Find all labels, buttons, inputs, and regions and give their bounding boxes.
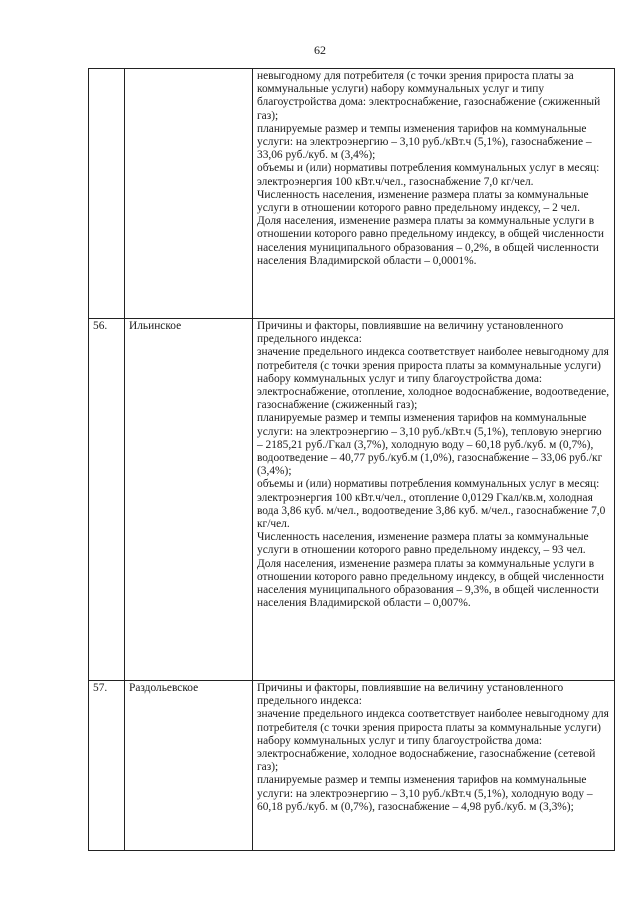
table-row — [89, 69, 615, 319]
row-number — [89, 69, 125, 319]
row-description — [253, 69, 615, 319]
municipality-name — [125, 69, 253, 319]
row-number: 57. — [89, 681, 125, 851]
paragraph: объемы и (или) нормативы потребления коммунальных услуг в месяц: электроэнергия 100 кВт.ч/чел., отопление 0,0129 Гкал/кв.м, холодная вода 3,86 куб. м/чел., водоотведение 3,86 куб. м/чел., газоснабжение 7,0 кг/чел. — [257, 478, 606, 531]
paragraph: Численность населения, изменение размера платы за коммунальные услуги в отношении которого равно предельному индексу, – 93 чел. — [257, 531, 589, 557]
table-row — [89, 681, 615, 851]
paragraph: планируемые размер и темпы изменения тарифов на коммунальные услуги: на электроэнергию – 3,10 руб./кВт.ч (5,1%), тепловую энергию – 2185,21 руб./Гкал (3,7%), холодную воду – 60,18 руб./куб. м (0,7%), водоотведение – 40,77 руб./куб.м (1,0%), газоснабжение – 33,06 руб./кг (3,4%); — [257, 412, 603, 478]
paragraph: Доля населения, изменение размера платы за коммунальные услуги в отношении которого равно предельному индексу, в общей численности населения муниципального образования – 0,2%, в общей численности населения Владимирской области – 0,0001%. — [257, 215, 604, 267]
paragraph: Причины и факторы, повлиявшие на величину установленного предельного индекса: — [257, 320, 564, 346]
row-description — [253, 681, 615, 851]
paragraph: Численность населения, изменение размера платы за коммунальные услуги в отношении которого равно предельному индексу, – 2 чел. — [257, 188, 589, 215]
paragraph: значение предельного индекса соответствует наиболее невыгодному для потребителя (с точки зрения прироста платы за коммунальные услуги) набору коммунальных услуг и типу благоустройства дома: электроснабжение, отопление, холодное водоснабжение, водоотведение, газоснабжение (сжиженный газ); — [257, 346, 610, 412]
municipality-name: Ильинское — [125, 319, 253, 681]
paragraph: объемы и (или) нормативы потребления коммунальных услуг в месяц: электроэнергия 100 кВт.ч/чел., газоснабжение 7,0 кг/чел. — [257, 162, 600, 188]
paragraph: значение предельного индекса соответствует наиболее невыгодному для потребителя (с точки зрения прироста платы за коммунальные услуги) набору коммунальных услуг и типу благоустройства дома: электроснабжение, холодное водоснабжение, газоснабжение (сетевой газ); — [257, 708, 609, 774]
table-row — [89, 319, 615, 681]
tariff-index-table — [88, 68, 615, 851]
municipality-name: Раздольевское — [125, 681, 253, 851]
page-number: 62 — [314, 43, 326, 57]
paragraph: планируемые размер и темпы изменения тарифов на коммунальные услуги: на электроэнергию – 3,10 руб./кВт.ч (5,1%), газоснабжение – 33,06 руб./куб. м (3,4%); — [257, 122, 592, 162]
paragraph: невыгодному для потребителя (с точки зрения прироста платы за коммунальные услуги) набору коммунальных услуг и типу благоустройства дома: электроснабжение, газоснабжение (сжиженный газ); — [257, 70, 601, 122]
row-number: 56. — [89, 319, 125, 681]
paragraph: Причины и факторы, повлиявшие на величину установленного предельного индекса: — [257, 682, 564, 708]
paragraph: Доля населения, изменение размера платы за коммунальные услуги в отношении которого равно предельному индексу, в общей численности населения муниципального образования – 9,3%, в общей численности населения Владимирской области – 0,007%. — [257, 557, 604, 610]
row-description — [253, 319, 615, 681]
paragraph: планируемые размер и темпы изменения тарифов на коммунальные услуги: на электроэнергию – 3,10 руб./кВт.ч (5,1%), холодную воду – 60,18 руб./куб. м (0,7%), газоснабжение – 4,98 руб./куб. м (3,3%); — [257, 774, 593, 813]
